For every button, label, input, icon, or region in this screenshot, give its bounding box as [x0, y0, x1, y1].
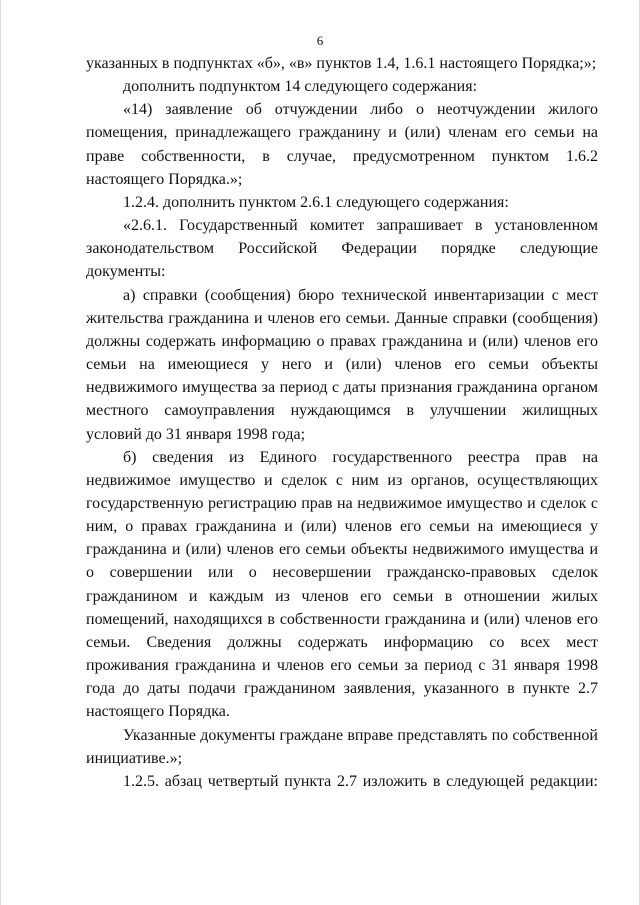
document-body — [86, 52, 598, 793]
paragraph-own-initiative: Указанные документы граждане вправе представлять по собственной инициативе.»; — [86, 726, 598, 767]
page-number: 6 — [316, 33, 324, 48]
paragraph-2-6-1: «2.6.1. Государственный комитет запрашивает в установленном законодательством Российской Федерации порядке следующие документы: — [86, 217, 598, 281]
page-left-edge — [0, 0, 1, 905]
paragraph-add-subitem-14: дополнить подпунктом 14 следующего содержания: — [123, 78, 478, 96]
paragraph-item-b: б) сведения из Единого государственного реестра прав на недвижимое имущество и сделок с ним из органов, осуществляющих государственную регистрацию прав на недвижимое имущество и сделок с ним, о правах гражданина и (или) членов его семьи на имеющиеся у гражданина и (или) членов его семьи объекты недвижимого имущества и о совершении или о несовершении гражданско-правовых сделок гражданином и каждым из членов его семьи в отношении жилых помещений, находящихся в собственности гражданина и (или) членов его семьи. Сведения должны содержать информацию со всех мест проживания гражданина и членов его семьи за период с 31 января 1998 года до даты подачи гражданином заявления, указанного в пункте 2.7 настоящего Порядка. — [86, 448, 598, 721]
paragraph-subitem-14: «14) заявление об отчуждении либо о неотчуждении жилого помещения, принадлежащего гражданину и (или) членам его семьи на праве собственности, в случае, предусмотренном пунктом 1.6.2 настоящего Порядка.»; — [86, 101, 598, 188]
paragraph-continuation: указанных в подпунктах «б», «в» пунктов 1.4, 1.6.1 настоящего Порядка;»; — [86, 55, 597, 72]
paragraph-item-a: а) справки (сообщения) бюро технической инвентаризации с мест жительства гражданина и членов его семьи. Данные справки (сообщения) должны содержать информацию о правах гражданина и (или) членов его семьи на имеющиеся у него и (или) членов его семьи объекты недвижимого имущества за период с даты признания гражданина органом местного самоуправления нуждающимся в улучшении жилищных условий до 31 января 1998 года; — [86, 286, 598, 443]
paragraph-1-2-4: 1.2.4. дополнить пунктом 2.6.1 следующего содержания: — [123, 193, 509, 211]
paragraph-1-2-5: 1.2.5. абзац четвертый пункта 2.7 изложить в следующей редакции: — [123, 772, 598, 790]
